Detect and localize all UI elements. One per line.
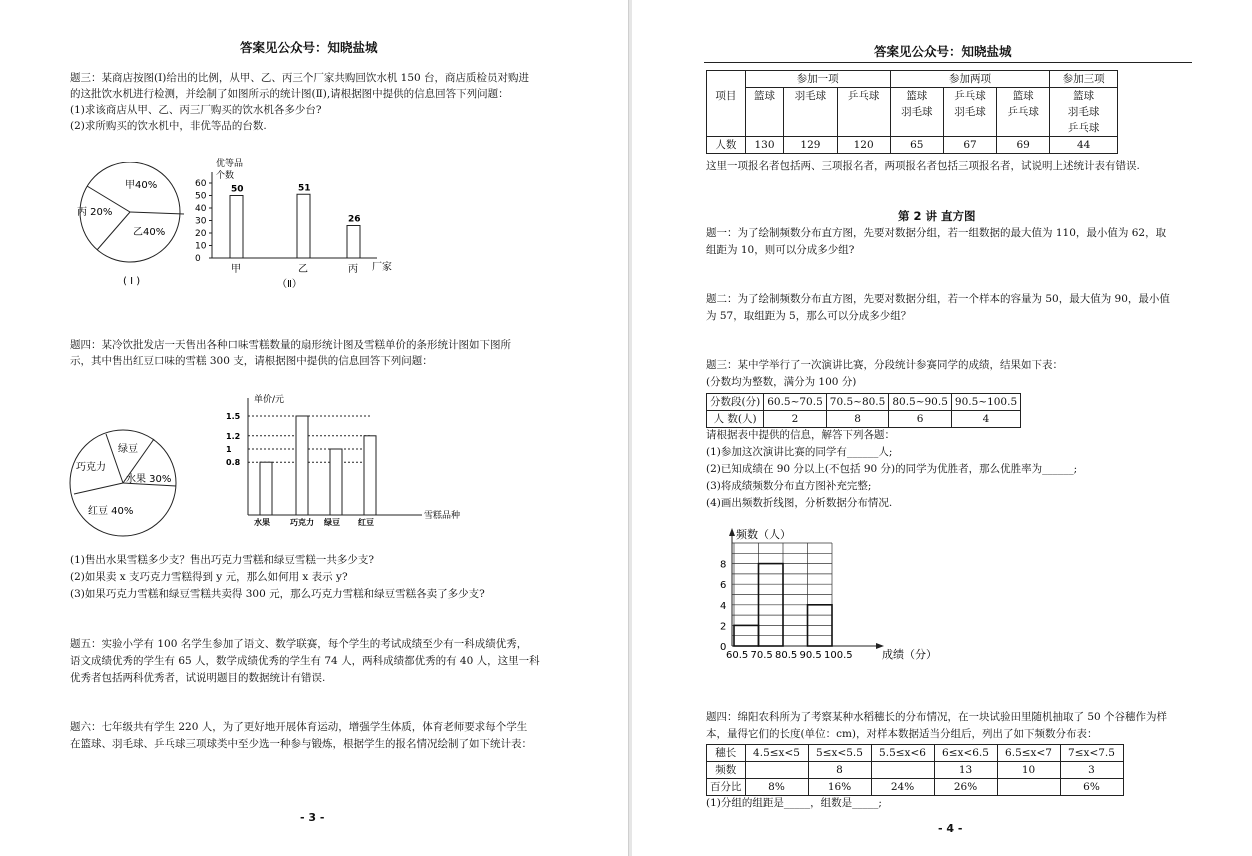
q3-line-3: (1)求该商店从甲、乙、丙三厂购买的饮水机各多少台? — [70, 104, 322, 116]
right-page — [632, 0, 1252, 856]
table-cell: 5.5≤x<6 — [871, 745, 934, 762]
bar-category-label: 丙 — [348, 264, 358, 275]
hist-xtick-label: 100.5 — [824, 650, 853, 661]
bar-value-label: 26 — [348, 214, 361, 225]
bar-ylabel: 个数 — [216, 171, 235, 181]
bar — [330, 449, 342, 515]
table-group-3: 参加三项 — [1050, 71, 1118, 88]
bar-ylabel: 单价/元 — [254, 395, 285, 405]
table-cell: 4 — [951, 411, 1020, 428]
hist-xtick-label: 60.5 — [726, 650, 749, 661]
table-cell: 80.5~90.5 — [889, 394, 952, 411]
table-cell: 44 — [1050, 137, 1118, 154]
table-cell: 120 — [837, 137, 890, 154]
bar-ytick-label: 50 — [195, 191, 207, 202]
table-cell: 羽毛球 — [943, 104, 996, 137]
q4-bar-chart — [222, 390, 482, 535]
table-cell: 90.5~100.5 — [951, 394, 1020, 411]
table-cell: 分数段(分) — [707, 394, 764, 411]
q4-pie-chart — [66, 428, 186, 543]
bar-ytick-label: 60 — [195, 179, 207, 189]
pie-slice-label: 乙40% — [133, 227, 166, 238]
table-row-item: 项目 — [707, 88, 746, 137]
table-cell: 乒乓球 — [1050, 120, 1118, 137]
h1-line-1: 题一：为了绘制频数分布直方图，先要对数据分组，若一组数据的最大值为 110，最小值为 62，取 — [706, 227, 1167, 239]
table-group-1: 参加一项 — [745, 71, 890, 88]
table-cell: 5≤x<5.5 — [808, 745, 871, 762]
h3-after-5: (4)画出频数折线图，分析数据分布情况. — [706, 497, 893, 509]
bar — [296, 416, 308, 515]
bar-caption: （Ⅱ） — [277, 279, 302, 290]
h2-line-1: 题二：为了绘制频数分布直方图，先要对数据分组，若一个样本的容量为 50，最大值为 90，最小值 — [706, 293, 1170, 305]
h3-line-2: (分数均为整数，满分为 100 分) — [706, 376, 857, 388]
table-cell: 篮球 — [997, 88, 1050, 105]
bar-ytick-label: 0.8 — [226, 458, 241, 468]
table-note: 这里一项报名者包括两、三项报名者，两项报名者包括三项报名者，试说明上述统计表有错误. — [706, 160, 1140, 172]
bar-category-label: 甲 — [231, 264, 241, 275]
table-cell: 羽毛球 — [1050, 104, 1118, 120]
bar-value-label: 50 — [231, 184, 244, 195]
table-cell: 7≤x<7.5 — [1060, 745, 1123, 762]
hist-xlabel: 成绩（分） — [882, 648, 937, 661]
q5-line-1: 题五：实验小学有 100 名学生参加了语文、数学联赛，每个学生的考试成绩至少有一科成绩优秀， — [70, 638, 528, 650]
score-table — [706, 393, 1021, 428]
table-cell: 羽毛球 — [890, 104, 943, 137]
header-rule — [704, 62, 1192, 63]
hist-xtick-label: 90.5 — [799, 650, 822, 661]
table-cell: 6 — [889, 411, 952, 428]
section-title: 第 2 讲 直方图 — [898, 209, 976, 223]
bar-ytick-label: 10 — [195, 241, 207, 252]
pie-divider — [130, 212, 184, 214]
table-cell: 篮球 — [1050, 88, 1118, 105]
right-page-number: - 4 - — [938, 822, 963, 835]
h4-line-1: 题四：绵阳农科所为了考察某种水稻穗长的分布情况，在一块试验田里随机抽取了 50 个谷穗作为样 — [706, 711, 1168, 723]
left-page-number: - 3 - — [300, 811, 325, 824]
table-cell: 6≤x<6.5 — [934, 745, 997, 762]
table-cell — [871, 762, 934, 779]
sports-table — [706, 70, 1118, 154]
table-cell: 8 — [826, 411, 889, 428]
hist-ytick-label: 6 — [720, 580, 727, 592]
table-cell: 6% — [1060, 779, 1123, 796]
right-header: 答案见公众号：知晓盐城 — [874, 44, 1012, 59]
q3-bar-chart — [192, 150, 412, 290]
table-cell: 8% — [745, 779, 808, 796]
hist-xtick-label: 80.5 — [775, 650, 798, 661]
table-cell: 129 — [784, 137, 837, 154]
pie-slice-label: 红豆 40% — [88, 506, 134, 517]
table-cell: 人 数(人) — [707, 411, 764, 428]
h3-line-1: 题三：某中学举行了一次演讲比赛，分段统计参赛同学的成绩，结果如下表： — [706, 359, 1063, 371]
hist-ytick-label: 0 — [720, 642, 727, 653]
bar-ytick-label: 1.2 — [226, 431, 241, 441]
table-cell: 2 — [764, 411, 827, 428]
bar-value-label: 51 — [298, 183, 311, 194]
h3-after-4: (3)将成绩频数分布直方图补充完整; — [706, 480, 872, 492]
table-cell: 130 — [745, 137, 784, 154]
q4-line-1: 题四：某冷饮批发店一天售出各种口味雪糕数量的扇形统计图及雪糕单价的条形统计图如下图所 — [70, 339, 511, 351]
bar — [260, 462, 272, 515]
h3-after-3: (2)已知成绩在 90 分以上(不包括 90 分)的同学为优胜者，那么优胜率为______; — [706, 463, 1078, 475]
h4-line-2: 本，量得它们的长度(单位：cm)，对样本数据适当分组后，列出了如下频数分布表： — [706, 728, 1098, 740]
h3-after-2: (1)参加这次演讲比赛的同学有______人; — [706, 446, 893, 458]
table-cell: 篮球 — [890, 88, 943, 105]
pie-slice-label: 巧克力 — [76, 462, 106, 473]
hist-ytick-label: 8 — [720, 559, 727, 571]
table-cell: 67 — [943, 137, 996, 154]
left-header: 答案见公众号：知晓盐城 — [240, 40, 378, 55]
hist-xtick-label: 70.5 — [750, 650, 773, 661]
table-cell: 69 — [997, 137, 1050, 154]
bar-ytick-label: 30 — [195, 216, 207, 227]
hist-ylabel: 频数（人） — [736, 528, 791, 541]
hist-ytick-label: 2 — [720, 621, 727, 633]
bar-category-label: 绿豆 — [324, 518, 340, 527]
table-cell: 篮球 — [745, 88, 784, 137]
q5-line-2: 语文成绩优秀的学生有 65 人，数学成绩优秀的学生有 74 人，两科成绩都优秀的有 40 人，这里一科 — [70, 655, 540, 667]
table-cell: 乒乓球 — [943, 88, 996, 105]
bar — [347, 226, 360, 259]
q4-question-2: (2)如果卖 x 支巧克力雪糕得到 y 元，那么如何用 x 表示 y? — [70, 571, 348, 583]
q3-line-1: 题三：某商店按图(Ⅰ)给出的比例，从甲、乙、丙三个厂家共购回饮水机 150 台，商店质检员对购进 — [70, 72, 530, 84]
table-cell: 10 — [997, 762, 1060, 779]
q3-line-2: 的这批饮水机进行检测，并绘制了如图所示的统计图(Ⅱ),请根据图中提供的信息回答下列问题： — [70, 88, 509, 100]
q4-line-2: 示，其中售出红豆口味的雪糕 300 支，请根据图中提供的信息回答下列问题： — [70, 355, 433, 367]
table-cell: 乒乓球 — [837, 88, 890, 137]
pie-caption: ( Ⅰ ) — [123, 276, 141, 287]
bar-category-label: 红豆 — [358, 518, 374, 527]
bar-ytick-label: 0 — [195, 254, 201, 264]
bar-xlabel: 厂家 — [372, 262, 392, 273]
q6-line-2: 在篮球、羽毛球、乒乓球三项球类中至少选一种参与锻炼，根据学生的报名情况绘制了如下统计表： — [70, 738, 532, 750]
table-cell: 8 — [808, 762, 871, 779]
h3-after-1: 请根据表中提供的信息，解答下列各题： — [706, 429, 895, 441]
table-cell: 6.5≤x<7 — [997, 745, 1060, 762]
q3-line-4: (2)求所购买的饮水机中，非优等品的台数. — [70, 120, 267, 132]
table-group-2: 参加两项 — [890, 71, 1050, 88]
table-cell: 26% — [934, 779, 997, 796]
bar — [230, 196, 243, 259]
q4-question-1: (1)售出水果雪糕多少支？售出巧克力雪糕和绿豆雪糕一共多少支? — [70, 554, 375, 566]
bar-ytick-label: 1 — [226, 445, 232, 454]
bar-category-label: 乙 — [298, 264, 308, 275]
pie-slice-label: 水果 30% — [126, 474, 172, 485]
pie-slice-label: 丙 20% — [77, 207, 113, 218]
bar — [364, 436, 376, 515]
table-cell — [745, 762, 808, 779]
table-cell: 4.5≤x<5 — [745, 745, 808, 762]
table-cell: 百分比 — [707, 779, 746, 796]
bar-category-label: 巧克力 — [290, 518, 314, 527]
table-cell: 乒乓球 — [997, 104, 1050, 137]
rice-table — [706, 744, 1124, 796]
h4-after: (1)分组的组距是_____，组数是_____; — [706, 797, 882, 809]
table-row-count: 人数 — [707, 137, 746, 154]
histogram-chart — [712, 522, 992, 667]
h1-line-2: 组距为 10，则可以分成多少组? — [706, 244, 855, 256]
table-cell: 65 — [890, 137, 943, 154]
h2-line-2: 为 57，取组距为 5，那么可以分成多少组？ — [706, 310, 912, 322]
hist-ytick-label: 4 — [720, 600, 727, 612]
q6-line-1: 题六：七年级共有学生 220 人，为了更好地开展体育运动，增强学生体质，体育老师要求每个学生 — [70, 721, 528, 733]
q3-pie-chart — [75, 162, 195, 292]
bar-ytick-label: 40 — [195, 204, 207, 214]
bar — [297, 194, 310, 258]
table-cell: 3 — [1060, 762, 1123, 779]
q4-question-3: (3)如果巧克力雪糕和绿豆雪糕共卖得 300 元，那么巧克力雪糕和绿豆雪糕各卖了多少支? — [70, 588, 485, 600]
bar-category-label: 水果 — [254, 518, 270, 527]
table-cell: 频数 — [707, 762, 746, 779]
pie-slice-label: 绿豆 — [118, 444, 138, 455]
table-cell: 羽毛球 — [784, 88, 837, 137]
table-cell: 16% — [808, 779, 871, 796]
bar-ytick-label: 20 — [195, 229, 207, 239]
table-cell: 70.5~80.5 — [826, 394, 889, 411]
table-cell: 穗长 — [707, 745, 746, 762]
table-cell: 13 — [934, 762, 997, 779]
table-cell: 24% — [871, 779, 934, 796]
q5-line-3: 优秀者包括两科优秀者，试说明题目的数据统计有错误. — [70, 672, 326, 684]
bar-ylabel: 优等品 — [216, 159, 244, 169]
table-cell: 60.5~70.5 — [764, 394, 827, 411]
bar-ytick-label: 1.5 — [226, 412, 241, 421]
bar-xlabel: 雪糕品种 — [424, 511, 461, 521]
pie-slice-label: 甲40% — [125, 180, 158, 191]
table-cell — [997, 779, 1060, 796]
